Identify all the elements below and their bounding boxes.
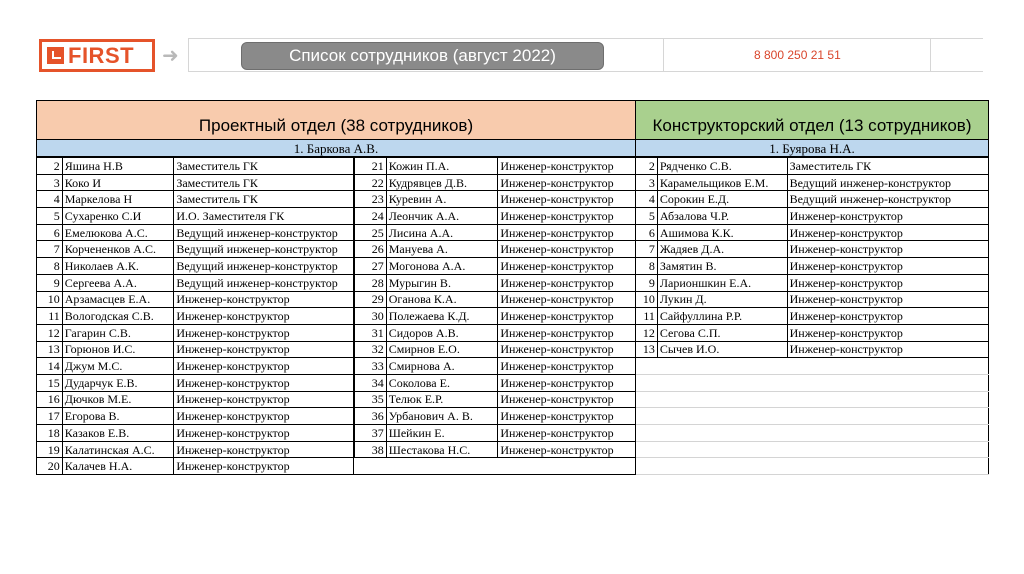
employee-name: Смирнов Е.О. bbox=[386, 341, 498, 358]
employee-position: Инженер-конструктор bbox=[498, 274, 636, 291]
employee-position: Инженер-конструктор bbox=[498, 441, 636, 458]
table-row bbox=[355, 158, 636, 175]
table-row bbox=[355, 441, 636, 458]
employee-name: Урбанович А. В. bbox=[386, 408, 498, 425]
empty-cell bbox=[787, 358, 988, 375]
employee-number: 30 bbox=[355, 308, 387, 325]
employee-position: Инженер-конструктор bbox=[498, 174, 636, 191]
empty-cell bbox=[636, 391, 658, 408]
table-row bbox=[37, 191, 354, 208]
employee-number: 2 bbox=[636, 158, 658, 175]
employee-position: Инженер-конструктор bbox=[174, 458, 354, 475]
table-row bbox=[355, 391, 636, 408]
header-divider bbox=[663, 38, 664, 72]
table-row bbox=[355, 324, 636, 341]
employee-number: 4 bbox=[636, 191, 658, 208]
table-row bbox=[636, 258, 989, 275]
employee-number: 2 bbox=[37, 158, 63, 175]
employee-number: 25 bbox=[355, 224, 387, 241]
design-department bbox=[635, 100, 989, 475]
employee-position: Инженер-конструктор bbox=[498, 241, 636, 258]
employee-position: Инженер-конструктор bbox=[498, 408, 636, 425]
employee-number: 12 bbox=[636, 324, 658, 341]
logo-mark-icon bbox=[47, 47, 64, 64]
employee-position: Инженер-конструктор bbox=[787, 341, 988, 358]
table-row bbox=[636, 291, 989, 308]
employee-number: 32 bbox=[355, 341, 387, 358]
table-row bbox=[355, 274, 636, 291]
table-row bbox=[355, 241, 636, 258]
table-row bbox=[37, 458, 354, 475]
header-divider bbox=[188, 38, 189, 72]
employee-position: Инженер-конструктор bbox=[174, 291, 354, 308]
table-row bbox=[636, 341, 989, 358]
table-row bbox=[355, 191, 636, 208]
table-row bbox=[37, 324, 354, 341]
table-row bbox=[636, 191, 989, 208]
empty-row bbox=[636, 441, 989, 458]
employee-number: 24 bbox=[355, 208, 387, 225]
employee-name: Телюк Е.Р. bbox=[386, 391, 498, 408]
employee-name: Калачев Н.А. bbox=[62, 458, 174, 475]
employee-position: Инженер-конструктор bbox=[498, 324, 636, 341]
employee-name: Сухаренко С.И bbox=[62, 208, 174, 225]
employee-number: 29 bbox=[355, 291, 387, 308]
employee-number: 8 bbox=[636, 258, 658, 275]
table-row bbox=[37, 341, 354, 358]
table-row bbox=[636, 174, 989, 191]
company-logo[interactable] bbox=[39, 39, 155, 72]
empty-cell bbox=[787, 441, 988, 458]
employee-number: 12 bbox=[37, 324, 63, 341]
table-row bbox=[355, 224, 636, 241]
employee-name: Леончик А.А. bbox=[386, 208, 498, 225]
empty-cell bbox=[657, 358, 787, 375]
project-department-title: Проектный отдел (38 сотрудников) bbox=[37, 101, 635, 139]
employee-number: 4 bbox=[37, 191, 63, 208]
employee-number: 7 bbox=[37, 241, 63, 258]
employee-name: Могонова А.А. bbox=[386, 258, 498, 275]
employee-position: Инженер-конструктор bbox=[498, 191, 636, 208]
employee-number: 9 bbox=[636, 274, 658, 291]
employee-number: 17 bbox=[37, 408, 63, 425]
employee-number: 5 bbox=[636, 208, 658, 225]
employee-number: 13 bbox=[636, 341, 658, 358]
table-row bbox=[37, 224, 354, 241]
employee-number: 28 bbox=[355, 274, 387, 291]
employee-position: Инженер-конструктор bbox=[498, 374, 636, 391]
employee-name: Маркелова Н bbox=[62, 191, 174, 208]
employee-name: Смирнова А. bbox=[386, 358, 498, 375]
employee-number: 34 bbox=[355, 374, 387, 391]
employee-position: И.О. Заместителя ГК bbox=[174, 208, 354, 225]
header-divider bbox=[930, 38, 931, 72]
project-department bbox=[36, 100, 636, 475]
employee-name: Калатинская А.С. bbox=[62, 441, 174, 458]
employee-number: 11 bbox=[37, 308, 63, 325]
employee-position: Инженер-конструктор bbox=[498, 224, 636, 241]
employee-number: 33 bbox=[355, 358, 387, 375]
design-employee-table bbox=[635, 157, 989, 475]
employee-number: 3 bbox=[636, 174, 658, 191]
employee-position: Инженер-конструктор bbox=[787, 224, 988, 241]
table-row bbox=[355, 291, 636, 308]
employee-name: Горюнов И.С. bbox=[62, 341, 174, 358]
employee-name: Оганова К.А. bbox=[386, 291, 498, 308]
table-row bbox=[37, 258, 354, 275]
employee-position: Ведущий инженер-конструктор bbox=[174, 224, 354, 241]
employee-position: Ведущий инженер-конструктор bbox=[174, 274, 354, 291]
employee-position: Инженер-конструктор bbox=[787, 208, 988, 225]
table-row bbox=[636, 241, 989, 258]
project-employee-table-right bbox=[354, 157, 636, 458]
table-row bbox=[37, 374, 354, 391]
table-row bbox=[355, 408, 636, 425]
employee-number: 21 bbox=[355, 158, 387, 175]
empty-cell bbox=[657, 441, 787, 458]
employee-name: Емелюкова А.С. bbox=[62, 224, 174, 241]
employee-name: Кожин П.А. bbox=[386, 158, 498, 175]
table-row bbox=[355, 341, 636, 358]
empty-cell bbox=[636, 458, 658, 475]
employee-position: Инженер-конструктор bbox=[498, 291, 636, 308]
employee-name: Гагарин С.В. bbox=[62, 324, 174, 341]
employee-name: Карамельщиков Е.М. bbox=[657, 174, 787, 191]
employee-name: Соколова Е. bbox=[386, 374, 498, 391]
empty-cell bbox=[636, 441, 658, 458]
phone-number[interactable]: 8 800 250 21 51 bbox=[754, 48, 841, 62]
employee-number: 14 bbox=[37, 358, 63, 375]
employee-position: Инженер-конструктор bbox=[174, 441, 354, 458]
employee-number: 19 bbox=[37, 441, 63, 458]
employee-position: Заместитель ГК bbox=[174, 158, 354, 175]
table-row bbox=[355, 425, 636, 442]
employee-name: Арзамасцев Е.А. bbox=[62, 291, 174, 308]
employee-number: 6 bbox=[636, 224, 658, 241]
employee-number: 36 bbox=[355, 408, 387, 425]
table-row bbox=[37, 425, 354, 442]
employee-name: Лукин Д. bbox=[657, 291, 787, 308]
employee-name: Егорова В. bbox=[62, 408, 174, 425]
table-row bbox=[37, 208, 354, 225]
employee-name: Николаев А.К. bbox=[62, 258, 174, 275]
employee-number: 3 bbox=[37, 174, 63, 191]
employee-number: 37 bbox=[355, 425, 387, 442]
employee-position: Инженер-конструктор bbox=[174, 308, 354, 325]
employee-number: 8 bbox=[37, 258, 63, 275]
employee-position: Инженер-конструктор bbox=[787, 324, 988, 341]
employee-position: Инженер-конструктор bbox=[787, 291, 988, 308]
empty-row bbox=[636, 391, 989, 408]
employee-number: 35 bbox=[355, 391, 387, 408]
empty-cell bbox=[787, 425, 988, 442]
employee-position: Ведущий инженер-конструктор bbox=[174, 258, 354, 275]
employee-name: Яшина Н.В bbox=[62, 158, 174, 175]
table-row bbox=[355, 258, 636, 275]
design-department-title: Конструкторский отдел (13 сотрудников) bbox=[636, 101, 988, 139]
employee-position: Инженер-конструктор bbox=[498, 308, 636, 325]
header bbox=[0, 0, 1024, 80]
table-row bbox=[37, 308, 354, 325]
employee-number: 31 bbox=[355, 324, 387, 341]
employee-position: Инженер-конструктор bbox=[787, 241, 988, 258]
employee-name: Кудрявцев Д.В. bbox=[386, 174, 498, 191]
empty-cell bbox=[636, 374, 658, 391]
project-employee-table-left bbox=[36, 157, 354, 475]
employee-number: 27 bbox=[355, 258, 387, 275]
employee-position: Инженер-конструктор bbox=[498, 208, 636, 225]
design-department-lead: 1. Буярова Н.А. bbox=[636, 139, 988, 157]
employee-position: Заместитель ГК bbox=[174, 191, 354, 208]
employee-number: 22 bbox=[355, 174, 387, 191]
employee-name: Сорокин Е.Д. bbox=[657, 191, 787, 208]
empty-cell bbox=[657, 425, 787, 442]
table-row bbox=[636, 308, 989, 325]
table-row bbox=[37, 241, 354, 258]
table-row bbox=[37, 408, 354, 425]
table-row bbox=[37, 291, 354, 308]
employee-name: Шейкин Е. bbox=[386, 425, 498, 442]
employee-name: Мурыгин В. bbox=[386, 274, 498, 291]
employee-number: 10 bbox=[636, 291, 658, 308]
employee-position: Заместитель ГК bbox=[787, 158, 988, 175]
employee-position: Инженер-конструктор bbox=[498, 358, 636, 375]
empty-row bbox=[636, 374, 989, 391]
employee-number: 20 bbox=[37, 458, 63, 475]
table-row bbox=[636, 274, 989, 291]
employee-position: Инженер-конструктор bbox=[174, 324, 354, 341]
empty-cell bbox=[636, 425, 658, 442]
table-row bbox=[355, 174, 636, 191]
employee-position: Инженер-конструктор bbox=[174, 391, 354, 408]
table-row bbox=[37, 358, 354, 375]
empty-cell bbox=[787, 458, 988, 475]
employee-position: Ведущий инженер-конструктор bbox=[787, 174, 988, 191]
employee-name: Сегова С.П. bbox=[657, 324, 787, 341]
empty-cell bbox=[636, 408, 658, 425]
employee-position: Инженер-конструктор bbox=[498, 425, 636, 442]
table-row bbox=[37, 274, 354, 291]
empty-row bbox=[636, 425, 989, 442]
employee-name: Вологодская С.В. bbox=[62, 308, 174, 325]
table-row bbox=[355, 358, 636, 375]
employee-name: Сычев И.О. bbox=[657, 341, 787, 358]
empty-row bbox=[636, 408, 989, 425]
employee-position: Инженер-конструктор bbox=[498, 158, 636, 175]
employee-number: 11 bbox=[636, 308, 658, 325]
employee-number: 18 bbox=[37, 425, 63, 442]
empty-cell bbox=[657, 458, 787, 475]
table-row bbox=[355, 208, 636, 225]
employee-number: 9 bbox=[37, 274, 63, 291]
page-title: Список сотрудников (август 2022) bbox=[241, 42, 604, 70]
employee-number: 16 bbox=[37, 391, 63, 408]
employee-name: Дударчук Е.В. bbox=[62, 374, 174, 391]
empty-cell bbox=[787, 391, 988, 408]
employee-number: 15 bbox=[37, 374, 63, 391]
logo-text: FIRST bbox=[68, 42, 135, 68]
employee-position: Инженер-конструктор bbox=[498, 391, 636, 408]
project-department-lead: 1. Баркова А.В. bbox=[37, 139, 635, 157]
employee-name: Сайфуллина Р.Р. bbox=[657, 308, 787, 325]
table-row bbox=[636, 224, 989, 241]
employee-name: Ларионшкин Е.А. bbox=[657, 274, 787, 291]
employee-position: Инженер-конструктор bbox=[174, 408, 354, 425]
empty-row bbox=[636, 458, 989, 475]
table-row bbox=[355, 308, 636, 325]
employee-name: Джум М.С. bbox=[62, 358, 174, 375]
table-row bbox=[37, 441, 354, 458]
empty-cell bbox=[657, 374, 787, 391]
employee-number: 6 bbox=[37, 224, 63, 241]
employee-name: Замятин В. bbox=[657, 258, 787, 275]
employee-number: 23 bbox=[355, 191, 387, 208]
arrow-right-icon: ➜ bbox=[162, 43, 179, 67]
employee-name: Сергеева А.А. bbox=[62, 274, 174, 291]
employee-name: Сидоров А.В. bbox=[386, 324, 498, 341]
employee-position: Ведущий инженер-конструктор bbox=[174, 241, 354, 258]
employee-name: Мануева А. bbox=[386, 241, 498, 258]
empty-cell bbox=[787, 374, 988, 391]
table-row bbox=[355, 374, 636, 391]
employee-position: Инженер-конструктор bbox=[174, 374, 354, 391]
employee-name: Казаков Е.В. bbox=[62, 425, 174, 442]
empty-cell bbox=[636, 358, 658, 375]
employee-position: Инженер-конструктор bbox=[174, 341, 354, 358]
employee-position: Инженер-конструктор bbox=[787, 308, 988, 325]
employee-name: Лисина А.А. bbox=[386, 224, 498, 241]
employee-name: Абзалова Ч.Р. bbox=[657, 208, 787, 225]
employee-position: Инженер-конструктор bbox=[174, 425, 354, 442]
employee-position: Ведущий инженер-конструктор bbox=[787, 191, 988, 208]
employee-position: Заместитель ГК bbox=[174, 174, 354, 191]
table-row bbox=[37, 158, 354, 175]
employee-position: Инженер-конструктор bbox=[787, 274, 988, 291]
employee-name: Ашимова К.К. bbox=[657, 224, 787, 241]
table-row bbox=[636, 324, 989, 341]
empty-cell bbox=[787, 408, 988, 425]
employee-number: 7 bbox=[636, 241, 658, 258]
employee-number: 38 bbox=[355, 441, 387, 458]
employee-name: Рядченко С.В. bbox=[657, 158, 787, 175]
table-row bbox=[636, 208, 989, 225]
empty-cell bbox=[657, 408, 787, 425]
empty-cell bbox=[657, 391, 787, 408]
employee-position: Инженер-конструктор bbox=[498, 341, 636, 358]
employee-number: 10 bbox=[37, 291, 63, 308]
employee-name: Коко И bbox=[62, 174, 174, 191]
employee-name: Жадяев Д.А. bbox=[657, 241, 787, 258]
employee-number: 5 bbox=[37, 208, 63, 225]
table-row bbox=[37, 391, 354, 408]
employee-name: Шестакова Н.С. bbox=[386, 441, 498, 458]
employee-name: Куревин А. bbox=[386, 191, 498, 208]
employee-position: Инженер-конструктор bbox=[787, 258, 988, 275]
employee-position: Инженер-конструктор bbox=[174, 358, 354, 375]
employee-number: 26 bbox=[355, 241, 387, 258]
employee-position: Инженер-конструктор bbox=[498, 258, 636, 275]
employee-number: 13 bbox=[37, 341, 63, 358]
employee-name: Дючков М.Е. bbox=[62, 391, 174, 408]
table-row bbox=[636, 158, 989, 175]
employee-name: Полежаева К.Д. bbox=[386, 308, 498, 325]
empty-row bbox=[636, 358, 989, 375]
table-row bbox=[37, 174, 354, 191]
employee-name: Корчененков А.С. bbox=[62, 241, 174, 258]
